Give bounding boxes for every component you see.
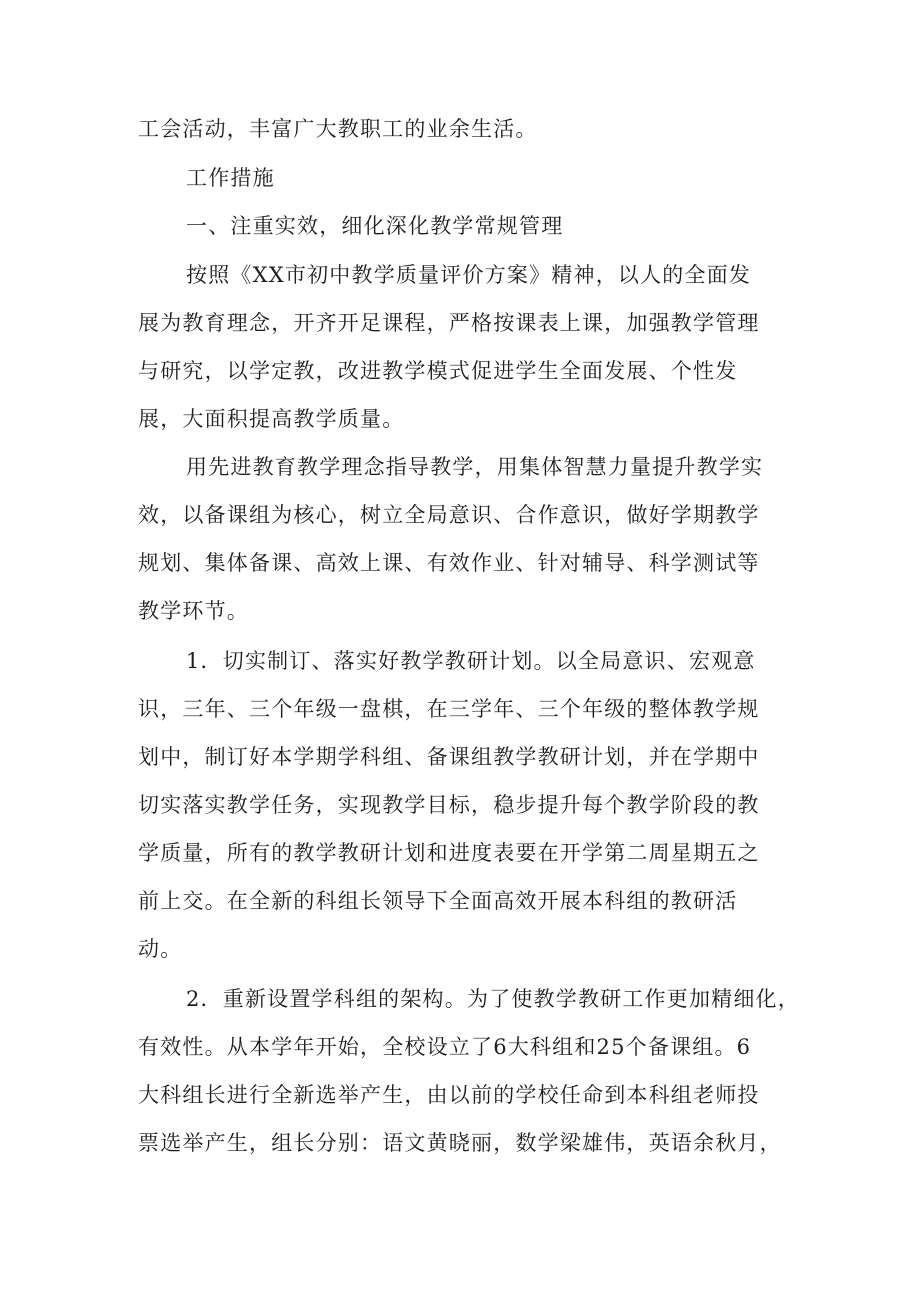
list-item-2: 2．重新设置学科组的架构。为了使教学教研工作更加精细化，: [186, 987, 800, 1011]
text-line: 票选举产生，组长分别：语文黄晓丽，数学梁雄伟，英语余秋月，: [138, 1131, 782, 1155]
text-line: 前上交。在全新的科组长领导下全面高效开展本科组的教研活: [138, 889, 738, 913]
text-line: 用先进教育教学理念指导教学，用集体智慧力量提升教学实: [186, 455, 764, 479]
subsection-heading: 一、注重实效，细化深化教学常规管理: [186, 214, 564, 238]
text-line: 展，大面积提高教学质量。: [138, 407, 405, 431]
text-line: 大科组长进行全新选举产生，由以前的学校任命到本科组老师投: [138, 1083, 760, 1107]
text-line: 切实落实教学任务，实现教学目标，稳步提升每个教学阶段的教: [138, 793, 760, 817]
text-line: 动。: [138, 937, 183, 961]
section-heading: 工作措施: [186, 166, 275, 190]
text-line: 识，三年、三个年级一盘棋，在三学年、三个年级的整体教学规: [138, 697, 760, 721]
text-line: 展为教育理念，开齐开足课程，严格按课表上课，加强教学管理: [138, 311, 760, 335]
list-item-1: 1．切实制订、落实好教学教研计划。以全局意识、宏观意: [186, 649, 756, 673]
text-line: 效，以备课组为核心，树立全局意识、合作意识，做好学期教学: [138, 503, 760, 527]
text-line: 规划、集体备课、高效上课、有效作业、针对辅导、科学测试等: [138, 551, 760, 575]
text-line: 教学环节。: [138, 599, 249, 623]
text-line: 与研究，以学定教，改进教学模式促进学生全面发展、个性发: [138, 359, 738, 383]
text-line: 学质量，所有的教学教研计划和进度表要在开学第二周星期五之: [138, 841, 760, 865]
text-line: 按照《XX市初中教学质量评价方案》精神，以人的全面发: [186, 263, 752, 287]
text-line: 有效性。从本学年开始，全校设立了6大科组和25个备课组。6: [138, 1035, 752, 1059]
text-line: 划中，制订好本学期学科组、备课组教学教研计划，并在学期中: [138, 745, 760, 769]
text-line: 工会活动，丰富广大教职工的业余生活。: [138, 117, 538, 141]
